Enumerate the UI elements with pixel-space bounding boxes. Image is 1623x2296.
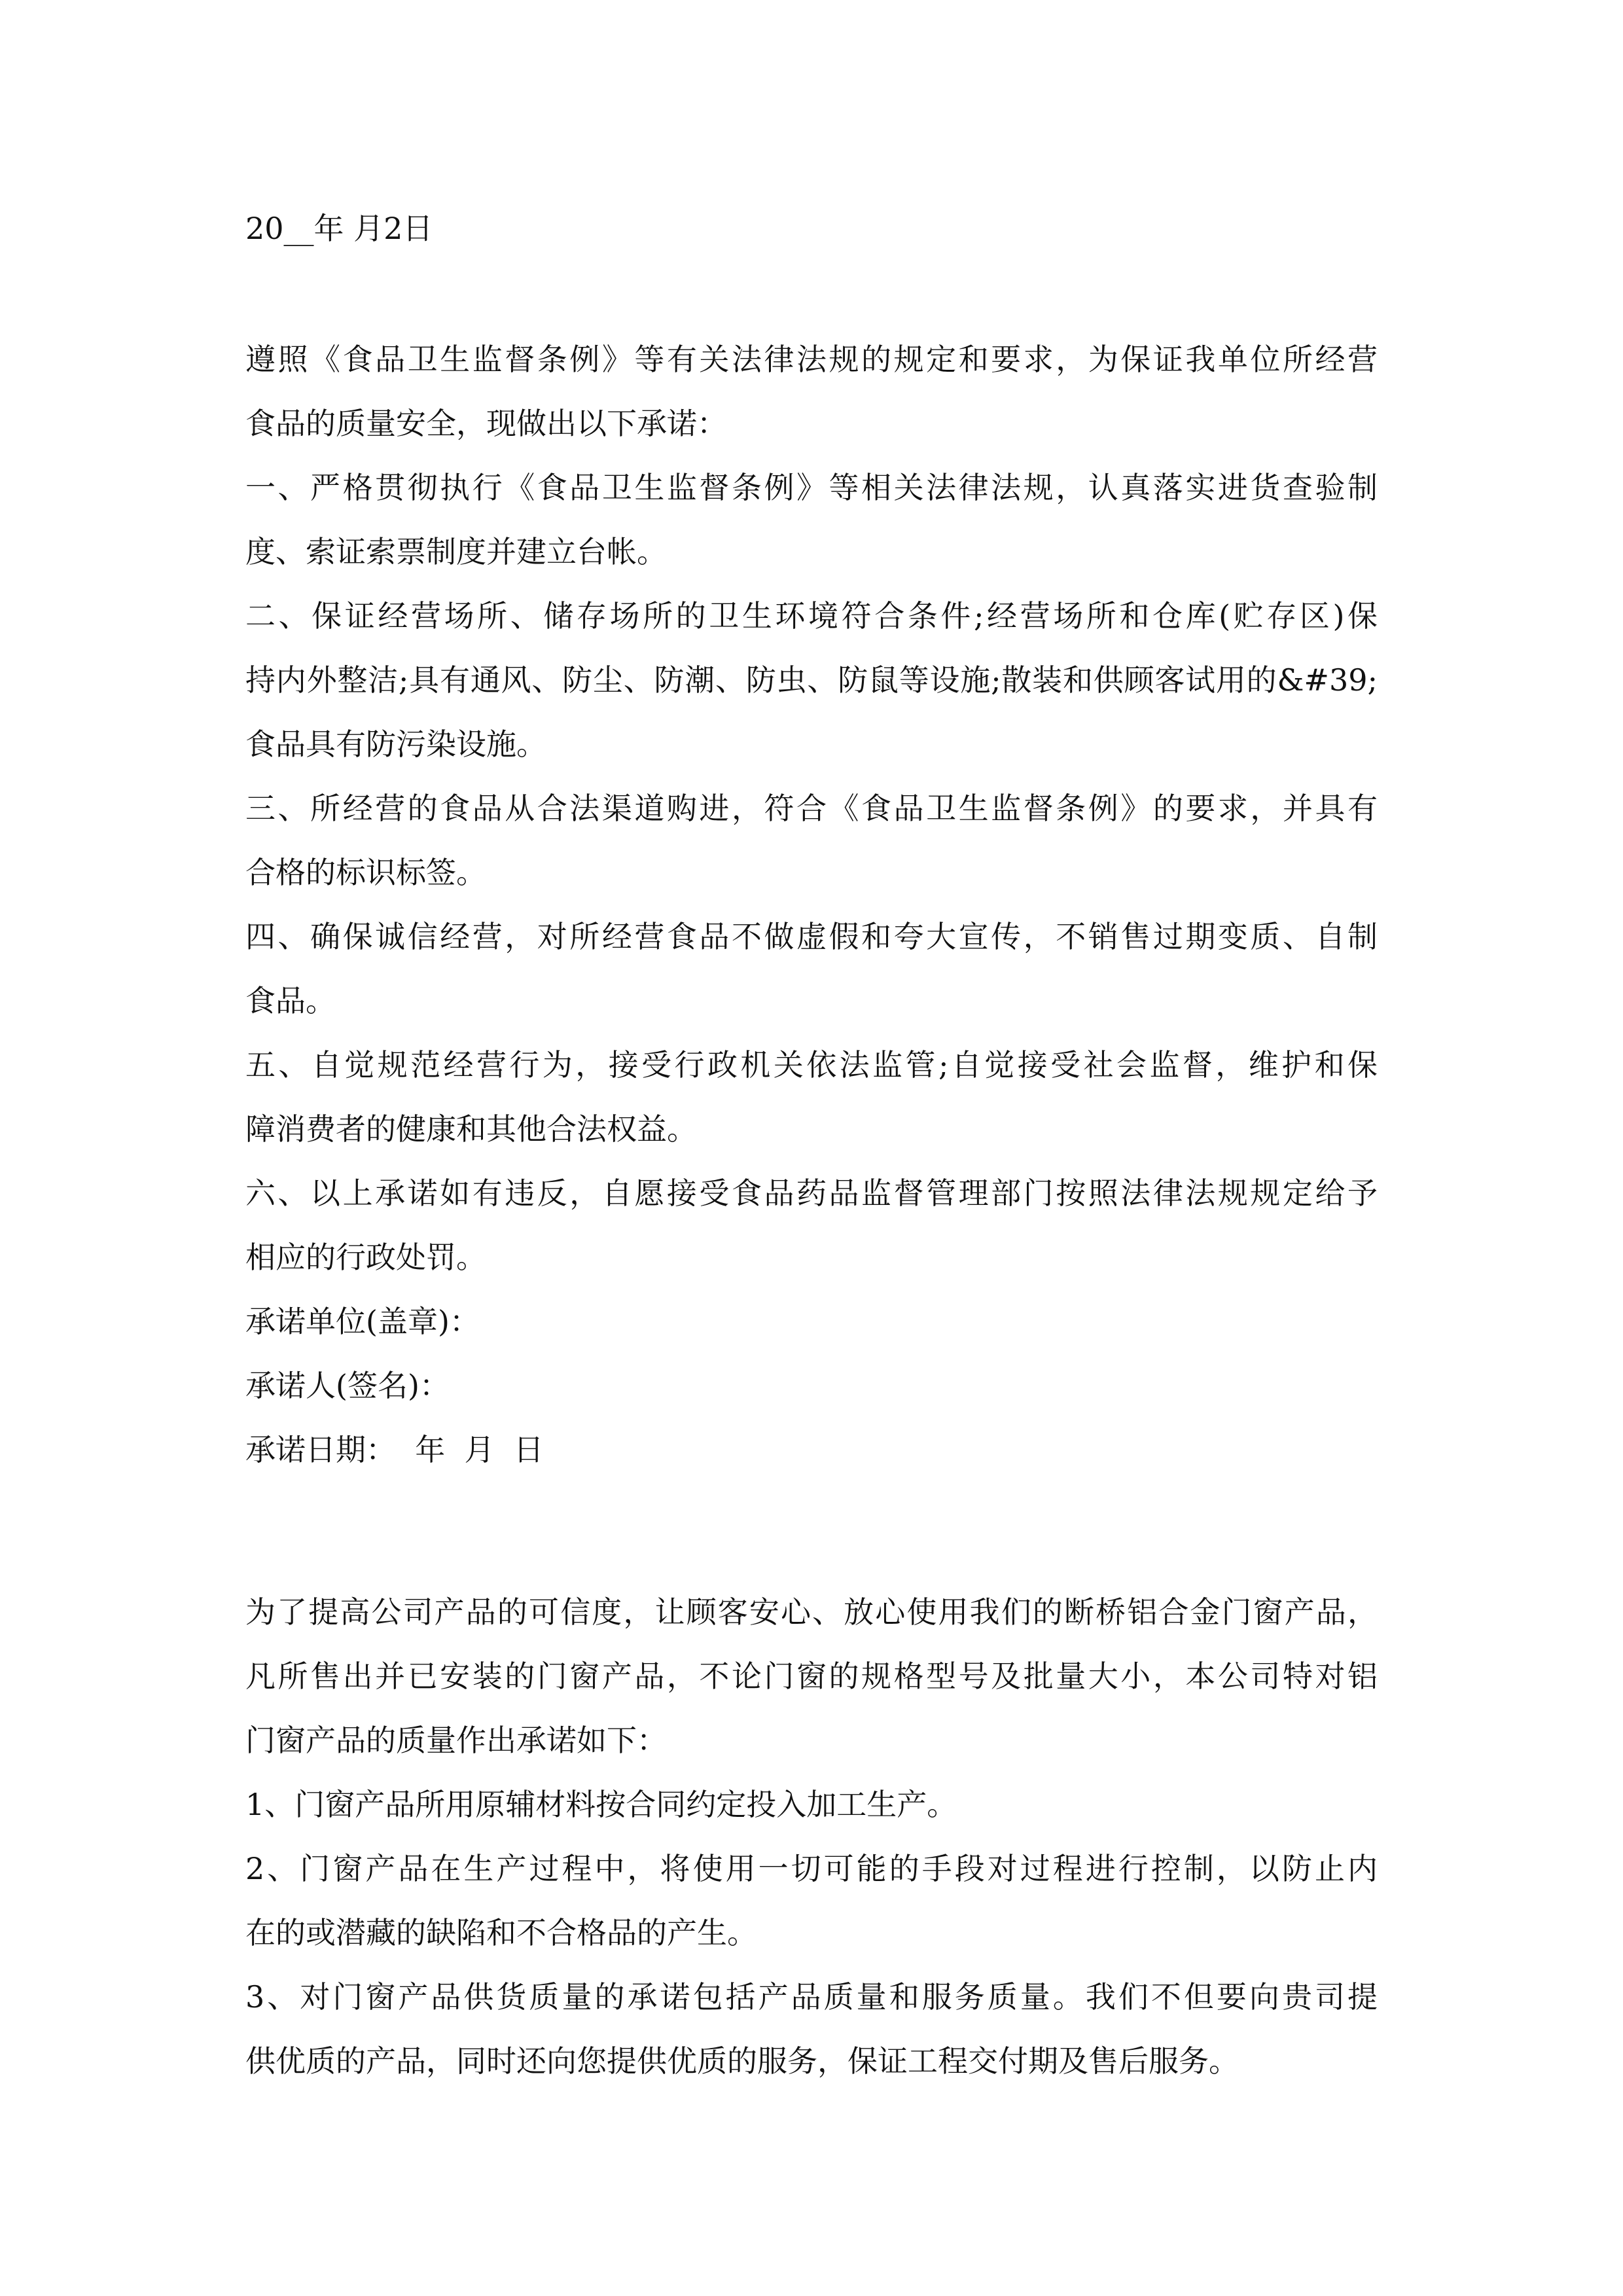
window-quality-commitment <box>245 1580 1378 2093</box>
paragraph-line: 合格的标识标签。 <box>245 855 486 890</box>
paragraph-line: 五、自觉规范经营行为，接受行政机关依法监管;自觉接受社会监督，维护和保 <box>245 1047 1378 1083</box>
paragraph-line: 食品的质量安全，现做出以下承诺： <box>245 406 727 441</box>
signature-unit-line: 承诺单位(盖章)： <box>245 1304 480 1339</box>
paragraph-line: 遵照《食品卫生监督条例》等有关法律法规的规定和要求，为保证我单位所经营 <box>245 342 1378 377</box>
paragraph-line: 食品具有防污染设施。 <box>245 726 546 762</box>
paragraph-line: 在的或潜藏的缺陷和不合格品的产生。 <box>245 1915 757 1950</box>
paragraph-line: 凡所售出并已安装的门窗产品，不论门窗的规格型号及批量大小，本公司特对铝 <box>245 1659 1378 1694</box>
paragraph-line: 一、严格贯彻执行《食品卫生监督条例》等相关法律法规，认真落实进货查验制 <box>245 470 1378 505</box>
paragraph-line: 度、索证索票制度并建立台帐。 <box>245 534 667 569</box>
paragraph-line: 3、对门窗产品供货质量的承诺包括产品质量和服务质量。我们不但要向贵司提 <box>245 1979 1378 2015</box>
paragraph-line: 相应的行政处罚。 <box>245 1240 486 1275</box>
paragraph-line: 障消费者的健康和其他合法权益。 <box>245 1111 697 1147</box>
date-line: 20__年 月2日 <box>245 211 433 246</box>
signature-person-line: 承诺人(签名)： <box>245 1368 450 1403</box>
spacer <box>245 260 1378 327</box>
paragraph-line: 门窗产品的质量作出承诺如下： <box>245 1723 667 1758</box>
signature-date-line: 承诺日期： 年 月 日 <box>245 1432 544 1467</box>
paragraph-line: 1、门窗产品所用原辅材料按合同约定投入加工生产。 <box>245 1787 957 1822</box>
document-body <box>245 196 1378 2093</box>
paragraph-line: 供优质的产品，同时还向您提供优质的服务，保证工程交付期及售后服务。 <box>245 2043 1239 2079</box>
paragraph-line: 为了提高公司产品的可信度，让顾客安心、放心使用我们的断桥铝合金门窗产品， <box>245 1594 1378 1630</box>
spacer <box>245 1482 1378 1580</box>
food-safety-commitment <box>245 327 1378 1482</box>
paragraph-line: 三、所经营的食品从合法渠道购进，符合《食品卫生监督条例》的要求，并具有 <box>245 791 1378 826</box>
paragraph-line: 六、以上承诺如有违反，自愿接受食品药品监督管理部门按照法律法规规定给予 <box>245 1175 1378 1211</box>
paragraph-line: 二、保证经营场所、储存场所的卫生环境符合条件;经营场所和仓库(贮存区)保 <box>245 598 1378 634</box>
paragraph-line: 食品。 <box>245 983 336 1018</box>
paragraph-line: 四、确保诚信经营，对所经营食品不做虚假和夸大宣传，不销售过期变质、自制 <box>245 919 1378 954</box>
paragraph-line: 2、门窗产品在生产过程中，将使用一切可能的手段对过程进行控制，以防止内 <box>245 1851 1378 1886</box>
paragraph-line: 持内外整洁;具有通风、防尘、防潮、防虫、防鼠等设施;散装和供顾客试用的&#39; <box>245 662 1378 698</box>
